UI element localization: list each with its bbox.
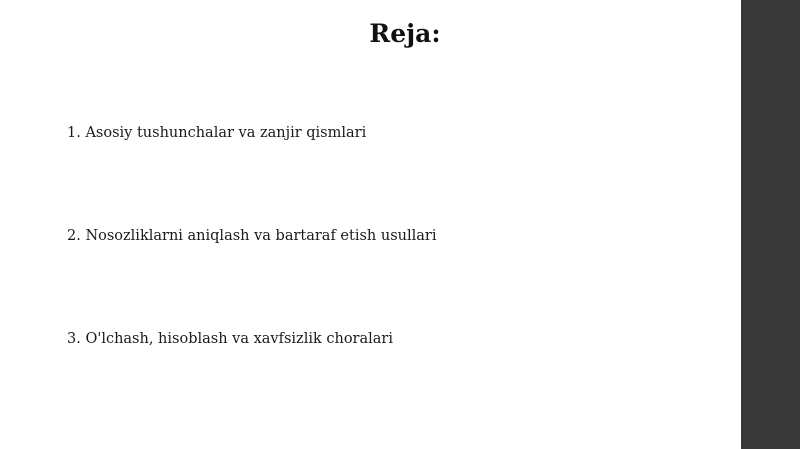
plan-item-1: 1. Asosiy tushunchalar va zanjir qismlari xyxy=(67,125,367,141)
slide-title: Reja: xyxy=(369,19,441,48)
side-panel xyxy=(741,0,800,449)
plan-item-3: 3. O'lchash, hisoblash va xavfsizlik choralari xyxy=(67,331,393,347)
plan-item-2: 2. Nosozliklarni aniqlash va bartaraf etish usullari xyxy=(67,228,437,244)
